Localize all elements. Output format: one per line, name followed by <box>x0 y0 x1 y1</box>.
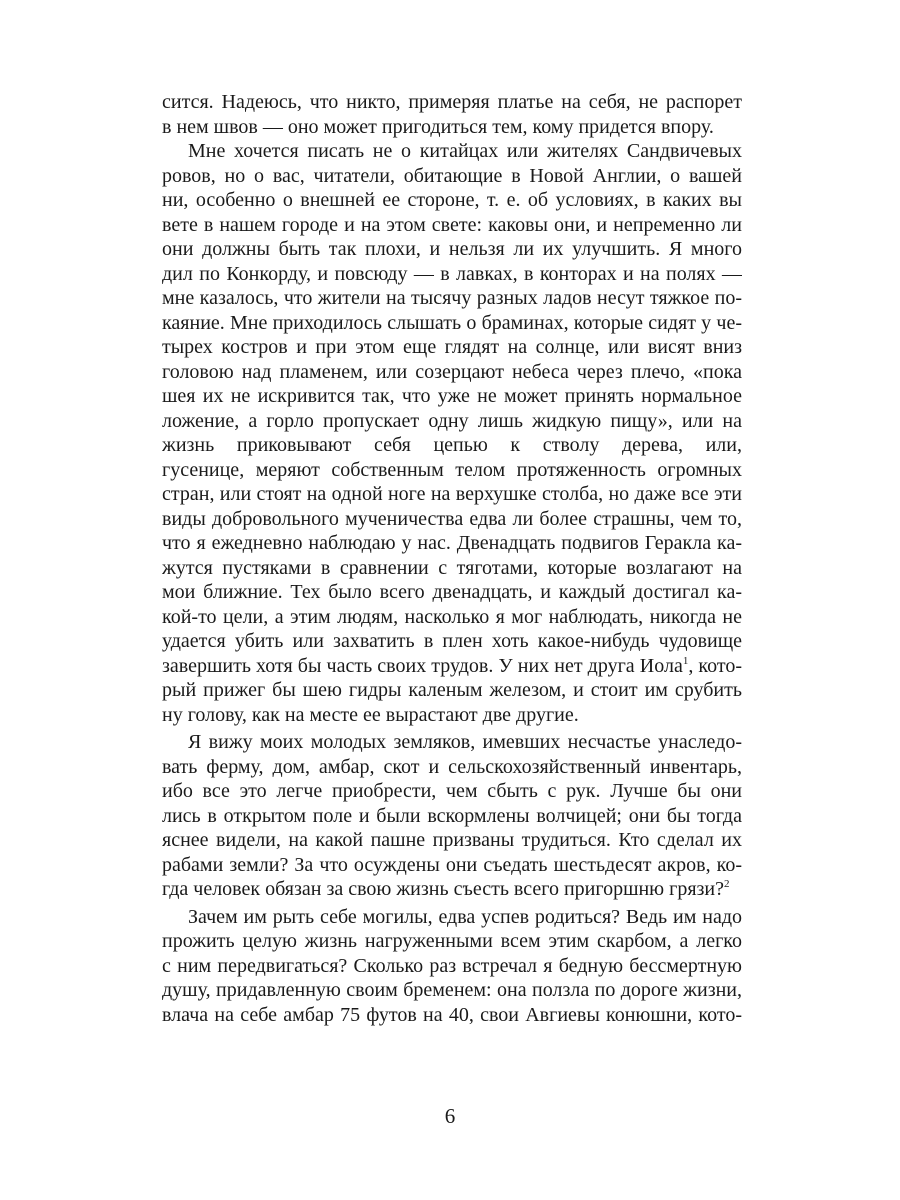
text-line <box>162 755 742 780</box>
text-line <box>162 877 742 902</box>
text-segment: лись в открытом поле и были вскормлены волчицей; они бы тогда <box>162 804 742 827</box>
text-segment: яснее видели, на какой пашне призваны трудиться. Кто сделал их <box>162 829 742 851</box>
text-segment: в нем швов — оно может пригодиться тем, кому придется впору. <box>162 115 714 138</box>
text-line <box>162 905 742 930</box>
text-line <box>162 605 742 630</box>
text-segment: виды добровольного мученичества едва ли более страшны, чем то, <box>162 507 742 530</box>
footnote-marker: 2 <box>724 878 730 890</box>
text-line <box>162 629 742 654</box>
text-line <box>162 828 742 853</box>
text-segment: завершить хотя бы часть своих трудов. У них нет друга Иола <box>162 654 683 677</box>
text-line <box>162 311 742 336</box>
text-segment: гда человек обязан за свою жизнь съесть всего пригоршню грязи? <box>162 878 725 900</box>
text-segment: каяние. Мне приходилось слышать о браминах, которые сидят у че- <box>162 311 742 334</box>
text-segment: Я вижу моих молодых земляков, имевших несчастье унаследо- <box>188 731 742 753</box>
text-line <box>162 335 742 360</box>
text-line <box>162 286 742 311</box>
text-line <box>162 978 742 1003</box>
text-line <box>162 730 742 755</box>
text-segment: ибо все это легче приобрести, чем сбыть с рук. Лучше бы они <box>162 780 742 802</box>
text-segment: мои ближние. Тех было всего двенадцать, и каждый достигал ка- <box>162 581 742 603</box>
text-segment: прожить целую жизнь нагруженными всем этим скарбом, а легко <box>162 930 742 952</box>
text-segment: , кото- <box>688 654 742 677</box>
text-segment: рабами земли? За что осуждены они съедать шестьдесят акров, ко- <box>162 853 742 876</box>
text-segment: вать ферму, дом, амбар, скот и сельскохозяйственный инвентарь, <box>162 755 742 778</box>
text-segment: тырех костров и при этом еще глядят на солнце, или висят вниз <box>162 336 742 358</box>
text-segment: влача на себе амбар 75 футов на 40, свои Авгиевы конюшни, кото- <box>162 1003 742 1026</box>
text-segment: вете в нашем городе и на этом свете: каковы они, и непременно ли <box>162 213 742 236</box>
text-segment: мне казалось, что жители на тысячу разных ладов несут тяжкое по- <box>162 287 742 309</box>
text-segment: душу, придавленную своим бременем: она ползла по дороге жизни, <box>162 979 742 1001</box>
footnote-marker: 1 <box>682 654 689 667</box>
body-text <box>162 90 742 1027</box>
text-line <box>162 115 742 140</box>
text-segment: стран, или стоят на одной ноге на верхушке столба, но даже все эти <box>162 483 742 505</box>
text-segment: с ним передвигаться? Сколько раз встречал я бедную бессмертную <box>162 954 742 977</box>
text-line <box>162 360 742 385</box>
text-line <box>162 556 742 581</box>
text-segment: сится. Надеюсь, что никто, примеряя платье на себя, не распорет <box>162 91 742 113</box>
text-line <box>162 433 742 458</box>
text-segment: Зачем им рыть себе могилы, едва успев родиться? Ведь им надо <box>188 905 742 928</box>
text-line <box>162 1003 742 1028</box>
text-line <box>162 458 742 483</box>
text-line <box>162 262 742 287</box>
text-segment: жизнь приковывают себя цепью к стволу дерева, или, <box>162 434 742 456</box>
text-line <box>162 531 742 556</box>
text-line <box>162 779 742 804</box>
text-segment: что я ежедневно наблюдаю у нас. Двенадцать подвигов Геракла ка- <box>162 532 742 554</box>
text-line <box>162 482 742 507</box>
text-line <box>162 188 742 213</box>
text-segment: шея их не искривится так, что уже не может принять нормальное <box>162 385 742 407</box>
text-segment: удается убить или захватить в плен хоть какое-нибудь чудовище <box>162 630 742 652</box>
text-segment: Мне хочется писать не о китайцах или жителях Сандвичевых <box>188 140 742 162</box>
text-line <box>162 384 742 409</box>
text-line <box>162 164 742 189</box>
text-segment: кой-то цели, а этим людям, насколько я мог наблюдать, никогда не <box>162 605 742 628</box>
text-segment: головою над пламенем, или созерцают небеса через плечо, «пока <box>162 360 742 383</box>
text-line <box>162 654 742 679</box>
text-segment: ну голову, как на месте ее вырастают две другие. <box>162 703 579 726</box>
text-line <box>162 139 742 164</box>
text-segment: рый прижег бы шею гидры каленым железом, и стоит им срубить <box>162 679 742 701</box>
text-segment: они должны быть так плохи, и нельзя ли их улучшить. Я много <box>162 238 742 260</box>
text-line <box>162 954 742 979</box>
text-line <box>162 90 742 115</box>
text-segment: гусенице, меряют собственным телом протяженность огромных <box>162 458 742 481</box>
text-line <box>162 237 742 262</box>
text-line <box>162 213 742 238</box>
text-line <box>162 507 742 532</box>
text-segment: ложение, а горло пропускает одну лишь жидкую пищу», или на <box>162 409 742 432</box>
text-segment: ровов, но о вас, читатели, обитающие в Новой Англии, о вашей <box>162 164 742 187</box>
text-segment: дил по Конкорду, и повсюду — в лавках, в конторах и на полях — <box>162 262 742 285</box>
text-line <box>162 929 742 954</box>
text-segment: ни, особенно о внешней ее стороне, т. е. об условиях, в каких вы <box>162 189 742 211</box>
text-line <box>162 703 742 728</box>
text-line <box>162 853 742 878</box>
text-line <box>162 678 742 703</box>
text-line <box>162 804 742 829</box>
text-line <box>162 409 742 434</box>
page-number: 6 <box>444 1104 456 1128</box>
text-line <box>162 580 742 605</box>
text-segment: жутся пустяками в сравнении с тяготами, которые возлагают на <box>162 556 742 579</box>
